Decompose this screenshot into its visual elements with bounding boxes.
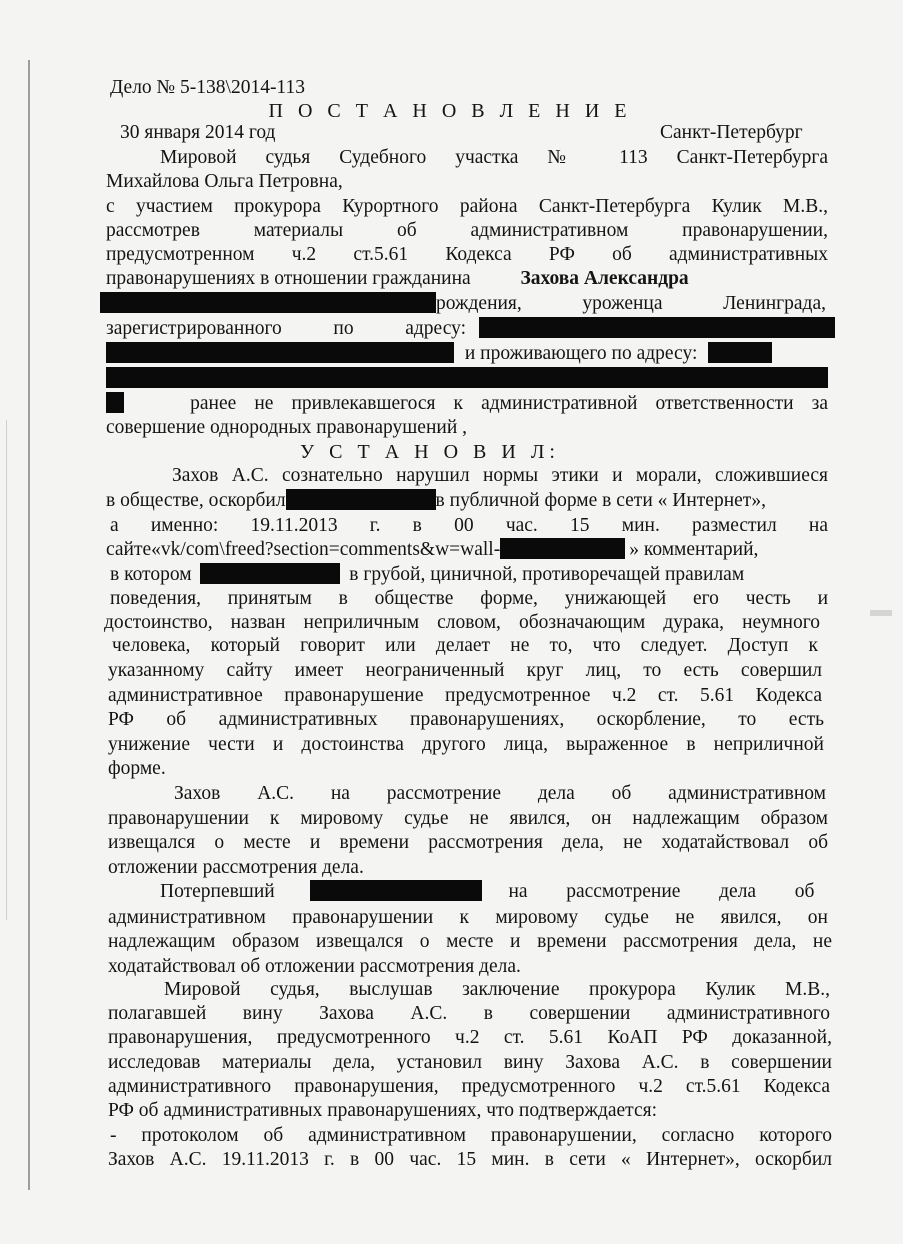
document-city: Санкт-Петербург bbox=[660, 122, 803, 143]
body-line: административное правонарушение предусмотренное ч.2 ст. 5.61 Кодекса bbox=[108, 685, 822, 706]
body-line: РФ об административных правонарушениях, что подтверждается: bbox=[108, 1100, 657, 1121]
document-title: П О С Т А Н О В Л Е Н И Е bbox=[268, 100, 632, 122]
body-line: ходатайствовал об отложении рассмотрения дела. bbox=[108, 956, 521, 977]
scan-edge-line-faint bbox=[6, 420, 7, 920]
redacted-block bbox=[100, 292, 436, 313]
redacted-block bbox=[106, 342, 454, 363]
body-line bbox=[110, 563, 832, 587]
body-line: - протоколом об административном правонарушении, согласно которого bbox=[110, 1125, 832, 1146]
birth-line bbox=[100, 292, 828, 316]
body-line: правонарушения, предусмотренного ч.2 ст. 5.61 КоАП РФ доказанной, bbox=[108, 1027, 832, 1048]
body-line: унижение чести и достоинства другого лица, выраженное в неприличной bbox=[108, 734, 824, 755]
intro-line: Мировой судья Судебного участка № 113 Санкт-Петербурга bbox=[160, 147, 828, 168]
body-line: надлежащим образом извещался о месте и времени рассмотрения дела, не bbox=[108, 931, 832, 952]
intro-line: рассмотрев материалы об административном правонарушении, bbox=[106, 220, 828, 241]
body-line bbox=[160, 880, 828, 904]
intro-line: предусмотренном ч.2 ст.5.61 Кодекса РФ об административных bbox=[106, 244, 828, 265]
registered-line bbox=[106, 317, 828, 341]
respondent-line bbox=[106, 267, 828, 291]
residing-text: и проживающего по адресу: bbox=[464, 343, 698, 364]
body-line: полагавшей вину Захова А.С. в совершении административного bbox=[108, 1003, 830, 1024]
body-text: в грубой, циничной, противоречащей правилам bbox=[349, 564, 745, 585]
body-line: форме. bbox=[108, 758, 166, 779]
body-line: Захов А.С. на рассмотрение дела об административном bbox=[174, 783, 826, 804]
respondent-name: Захова Александра bbox=[520, 268, 689, 289]
body-line: Захов А.С. сознательно нарушил нормы этики и морали, сложившиеся bbox=[172, 465, 828, 486]
body-line: административного правонарушения, предусмотренного ч.2 ст.5.61 Кодекса bbox=[108, 1076, 830, 1097]
redacted-block bbox=[106, 392, 124, 413]
prior-line bbox=[106, 392, 828, 416]
redacted-block bbox=[500, 538, 625, 559]
redacted-block bbox=[286, 489, 436, 510]
body-line: поведения, принятым в обществе форме, унижающей его честь и bbox=[110, 588, 828, 609]
body-text: в котором bbox=[110, 564, 192, 585]
body-line: а именно: 19.11.2013 г. в 00 час. 15 мин. разместил на bbox=[110, 515, 828, 536]
body-text: на рассмотрение дела об bbox=[508, 881, 815, 902]
body-line bbox=[106, 538, 828, 562]
prior-text: ранее не привлекавшегося к административной ответственности за bbox=[190, 393, 829, 414]
redacted-block bbox=[310, 880, 482, 901]
body-text: сайте«vk/com\freed?section=comments&w=wall- bbox=[106, 539, 501, 560]
body-line bbox=[106, 489, 828, 513]
body-text: в обществе, оскорбил bbox=[106, 490, 286, 511]
redacted-block bbox=[200, 563, 340, 584]
body-line: правонарушении к мировому судье не явился, он надлежащим образом bbox=[108, 808, 828, 829]
body-line: человека, который говорит или делает не то, что следует. Доступ к bbox=[112, 635, 818, 656]
case-number: Дело № 5-138\2014-113 bbox=[110, 77, 305, 98]
redacted-block bbox=[106, 367, 828, 388]
intro-line: Михайлова Ольга Петровна, bbox=[106, 171, 343, 192]
body-text: » комментарий, bbox=[629, 539, 759, 560]
body-text: Потерпевший bbox=[160, 881, 275, 902]
redacted-block bbox=[479, 317, 835, 338]
registered-text: зарегистрированного по адресу: bbox=[106, 318, 466, 339]
document-date: 30 января 2014 год bbox=[120, 122, 276, 143]
redacted-line bbox=[106, 367, 828, 391]
intro-line: с участием прокурора Курортного района Санкт-Петербурга Кулик М.В., bbox=[106, 196, 828, 217]
scan-noise-mark bbox=[870, 610, 892, 616]
body-line: Мировой судья, выслушав заключение прокурора Кулик М.В., bbox=[164, 979, 830, 1000]
redacted-block bbox=[708, 342, 772, 363]
body-text: в публичной форме в сети « Интернет», bbox=[435, 490, 766, 511]
residing-line bbox=[106, 342, 828, 366]
birth-text: рождения, уроженца Ленинграда, bbox=[436, 293, 826, 314]
established-heading: У С Т А Н О В И Л: bbox=[300, 441, 560, 463]
body-line: РФ об административных правонарушениях, оскорбление, то есть bbox=[108, 709, 824, 730]
body-line: указанному сайту имеет неограниченный круг лиц, то есть совершил bbox=[108, 660, 822, 681]
body-line: Захов А.С. 19.11.2013 г. в 00 час. 15 мин. в сети « Интернет», оскорбил bbox=[108, 1149, 832, 1170]
scan-edge-line bbox=[28, 60, 30, 1190]
body-line: отложении рассмотрения дела. bbox=[108, 857, 364, 878]
body-line: административном правонарушении к мировому судье не явился, он bbox=[108, 907, 828, 928]
prior-line-2: совершение однородных правонарушений , bbox=[106, 417, 468, 438]
body-line: достоинство, назван неприличным словом, обозначающим дурака, неумного bbox=[104, 612, 820, 633]
respondent-prefix: правонарушениях в отношении гражданина bbox=[106, 268, 471, 289]
body-line: извещался о месте и времени рассмотрения дела, не ходатайствовал об bbox=[108, 832, 828, 853]
body-line: исследовав материалы дела, установил вину Захова А.С. в совершении bbox=[108, 1052, 832, 1073]
